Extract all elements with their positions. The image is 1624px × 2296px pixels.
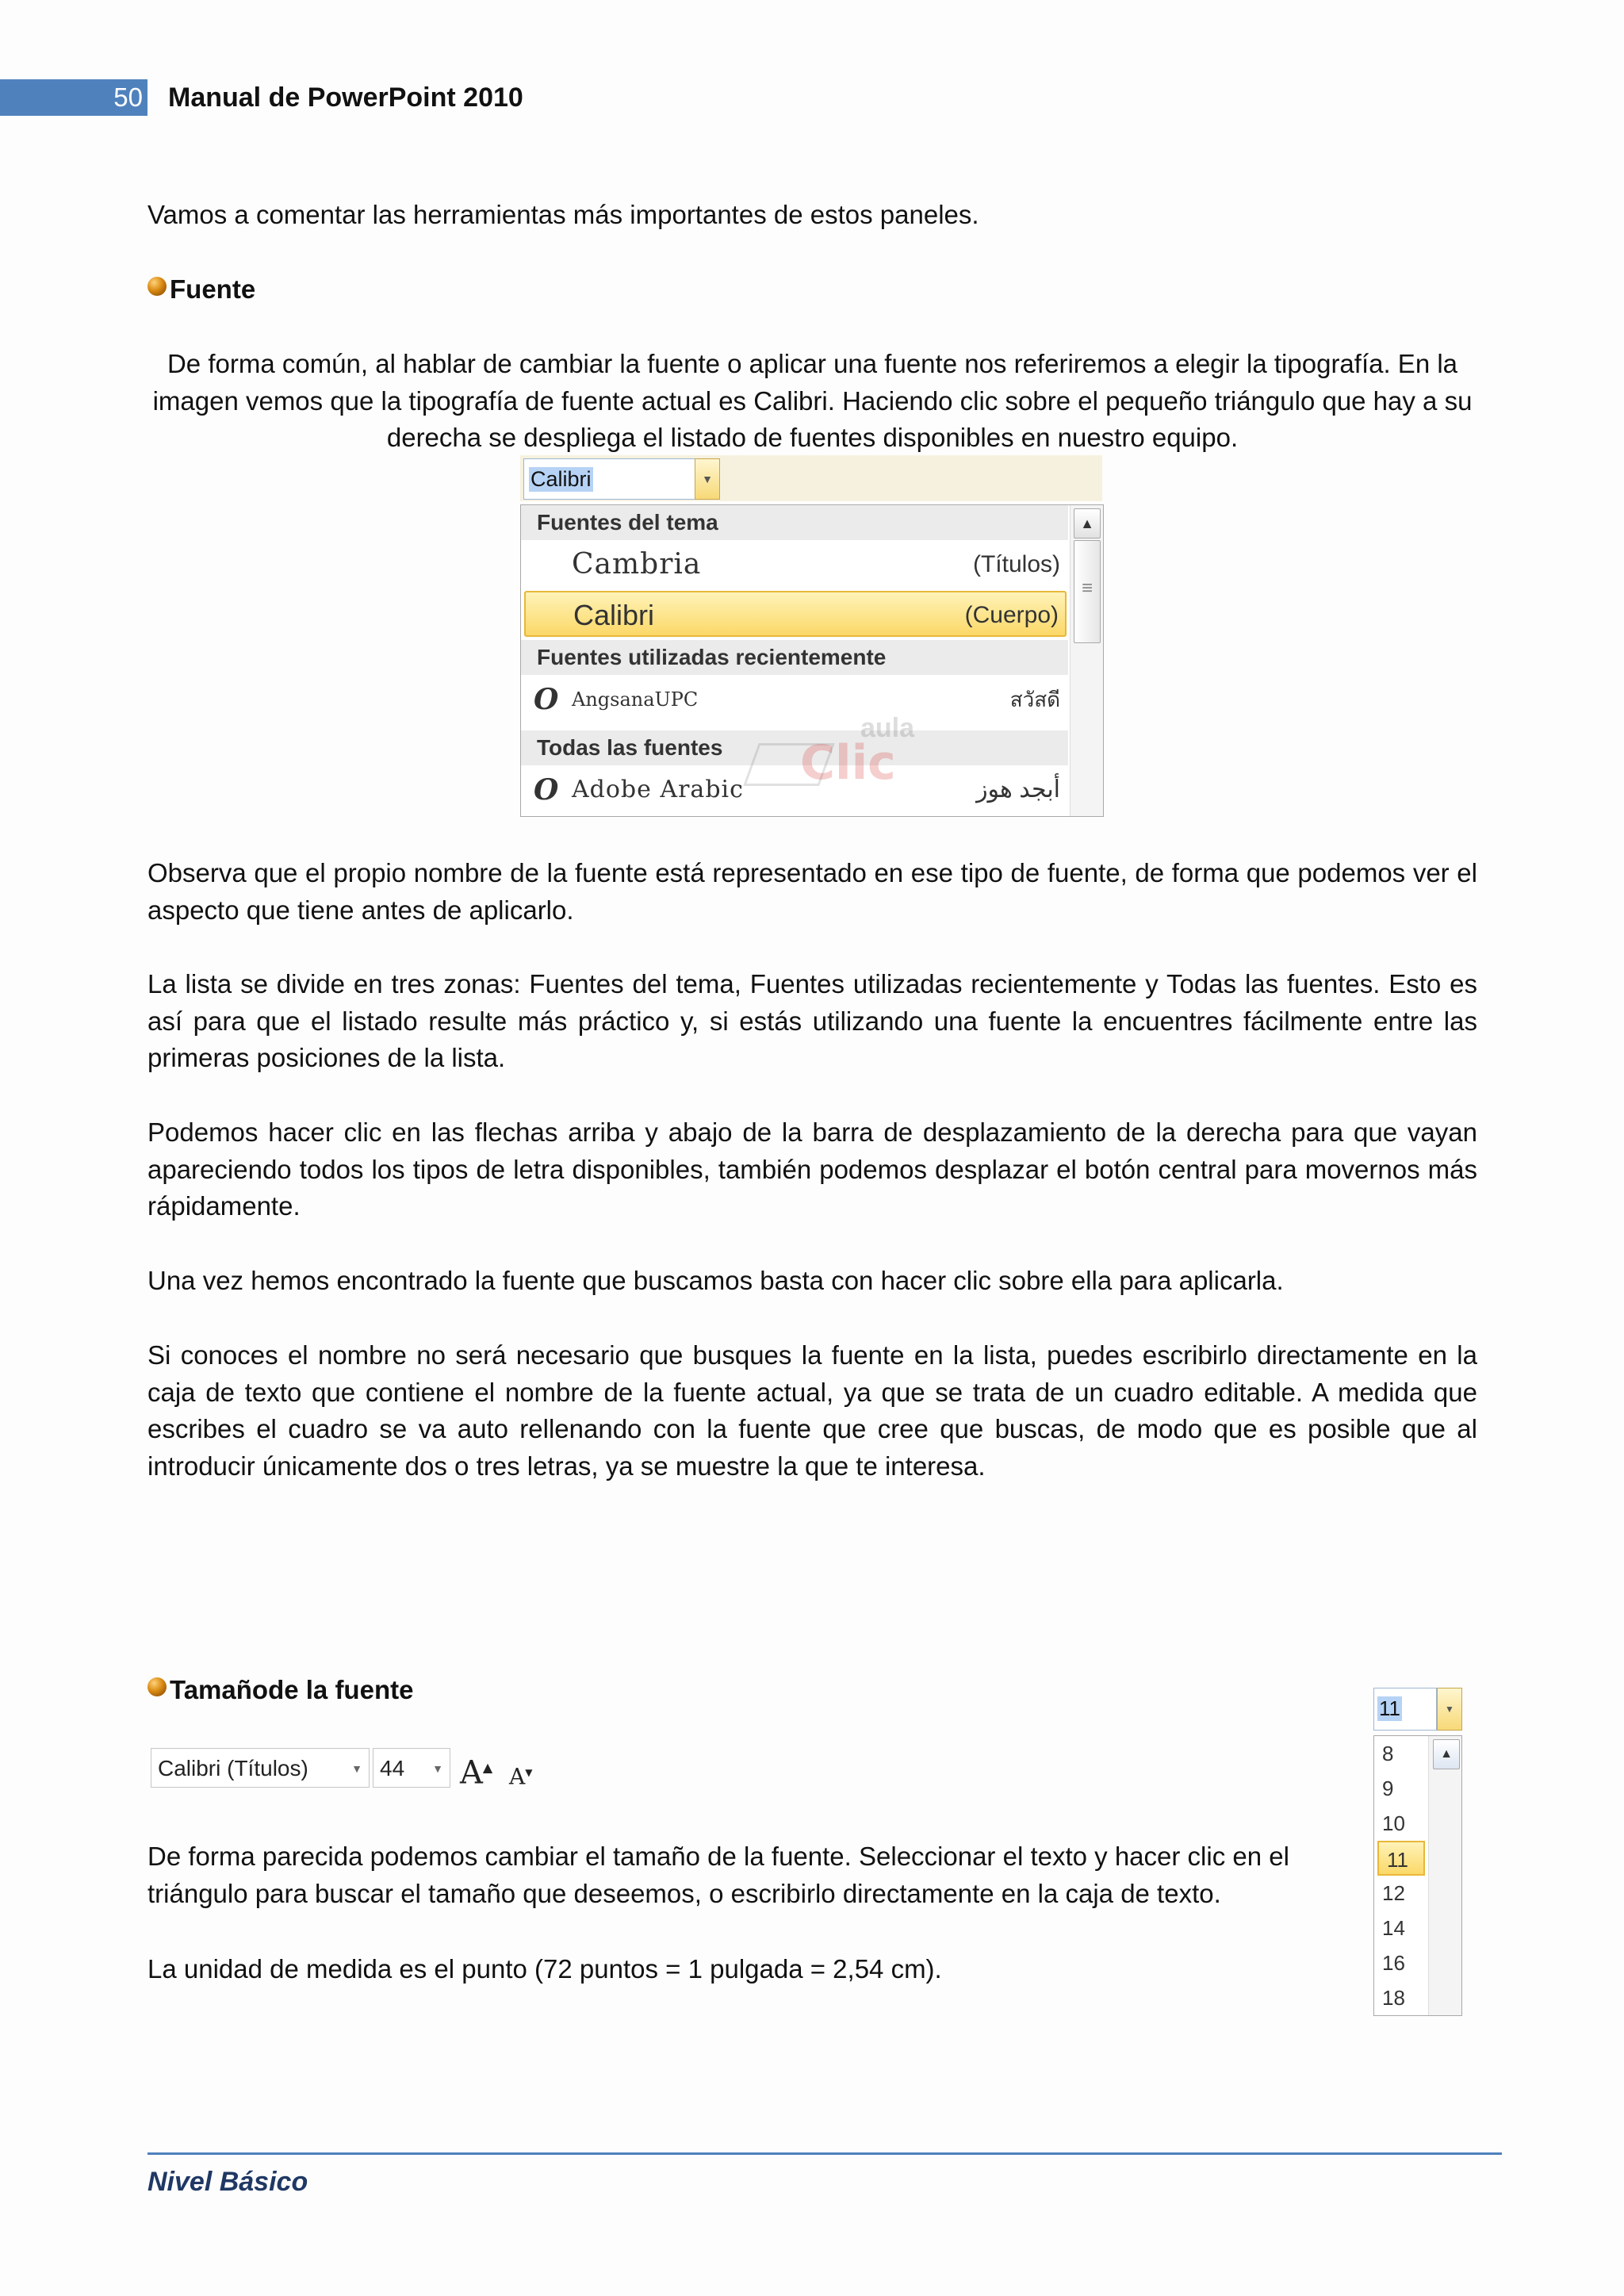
font-family-value: Calibri (Títulos) (158, 1756, 308, 1780)
scroll-up-arrow-icon[interactable]: ▲ (1433, 1739, 1460, 1769)
footer-divider (147, 2152, 1502, 2155)
font-size-select[interactable] (373, 1748, 450, 1788)
page-number: 50 (113, 82, 143, 112)
font-item-sample: أبجد هوز (976, 776, 1060, 803)
size-item[interactable]: 8 (1382, 1742, 1394, 1765)
group-all-header: Todas las fuentes (521, 730, 1068, 765)
size-item[interactable]: 9 (1382, 1777, 1394, 1800)
grow-font-icon: A (460, 1754, 483, 1792)
font-family-select[interactable] (151, 1748, 370, 1788)
font-size-value: 44 (380, 1756, 405, 1780)
section-heading-size (147, 1672, 413, 1708)
size-input[interactable] (1373, 1688, 1437, 1731)
heading-text: Tamañode la fuente (170, 1675, 414, 1704)
size-item-selected[interactable]: 11 (1377, 1841, 1425, 1876)
shrink-font-button[interactable]: A▼ (509, 1763, 533, 1790)
page-title: Manual de PowerPoint 2010 (168, 82, 523, 113)
font-item-name: Adobe Arabic (572, 776, 744, 803)
size-item[interactable]: 14 (1382, 1916, 1405, 1940)
bullet-icon (147, 1677, 167, 1696)
watermark-clic: Clic (800, 735, 896, 791)
grow-font-button[interactable]: A▲ (460, 1754, 493, 1792)
font-item-hint: (Cuerpo) (964, 602, 1059, 628)
font-paragraph-4: Podemos hacer clic en las flechas arriba y abajo de la barra de desplazamiento de la derecha para que vayan apareciendo todos los tipos de letra disponibles, también podemos desplazar el botón central para movernos más rápidamente. (147, 1117, 1477, 1221)
chevron-down-icon: ▼ (351, 1762, 362, 1775)
font-paragraph-1: De forma común, al hablar de cambiar la fuente o aplicar una fuente nos referiremos a elegir la tipografía. En la imagen vemos que la tipografía de fuente actual es Calibri. Haciendo clic sobre el pequeño triángulo que hay a su derecha se despliega el listado de fuentes disponibles en nuestro equipo. (152, 349, 1473, 452)
size-item[interactable]: 12 (1382, 1881, 1405, 1905)
intro-paragraph: Vamos a comentar las herramientas más importantes de estos paneles. (147, 200, 979, 229)
font-paragraph-6: Si conoces el nombre no será necesario que busques la fuente en la lista, puedes escribirlo directamente en la caja de texto que contiene el nombre de la fuente actual, ya que se trata de un cuadro editable. A medida que escribes el cuadro se va auto rellenando con la fuente que cree que buscas, de modo que es posible que al introducir únicamente dos o tres letras, ya se muestre la que te interesa. (147, 1340, 1477, 1481)
scroll-up-arrow-icon[interactable]: ▲ (1074, 508, 1101, 539)
font-item-name: Cambria (572, 548, 702, 581)
font-item-cambria[interactable] (521, 542, 1068, 588)
size-item[interactable]: 10 (1382, 1811, 1405, 1835)
font-name-value: Calibri (530, 467, 592, 491)
font-name-input[interactable] (523, 458, 696, 500)
heading-text: Fuente (170, 274, 256, 304)
size-item[interactable]: 18 (1382, 1986, 1405, 2010)
font-item-name: Calibri (573, 599, 655, 631)
size-input-value: 11 (1379, 1696, 1400, 1720)
font-dropdown-figure (520, 455, 1102, 815)
size-paragraph-1: De forma parecida podemos cambiar el tamaño de la fuente. Seleccionar el texto y hacer clic en el triángulo para buscar el tamaño que deseemos, o escribirlo directamente en la caja de texto. (147, 1842, 1289, 1908)
section-heading-font (147, 271, 255, 308)
font-item-calibri[interactable] (524, 591, 1067, 637)
font-list (520, 504, 1104, 817)
footer-level: Nivel Básico (147, 2167, 308, 2197)
group-theme-header: Fuentes del tema (521, 505, 1068, 540)
scroll-thumb[interactable]: ≡ (1074, 540, 1101, 643)
size-paragraph-2: La unidad de medida es el punto (72 puntos = 1 pulgada = 2,54 cm). (147, 1954, 942, 1984)
font-combo (520, 455, 1102, 501)
font-paragraph-3: La lista se divide en tres zonas: Fuentes del tema, Fuentes utilizadas recientemente y Todas las fuentes. Esto es así para que el listado resulte más práctico y, si estás utilizando una fuente la encuentres fácilmente entre las primeras posiciones de la lista. (147, 969, 1477, 1072)
chevron-down-icon: ▼ (432, 1762, 443, 1775)
bullet-icon (147, 277, 167, 296)
font-item-angsanaupc[interactable] (521, 677, 1068, 723)
shrink-font-icon: A (509, 1763, 526, 1790)
font-item-sample: สวัสดี (1009, 688, 1060, 711)
font-dropdown-button[interactable]: ▼ (695, 458, 720, 500)
opentype-font-icon: O (534, 773, 559, 807)
size-item[interactable]: 16 (1382, 1951, 1405, 1975)
watermark-aula: aula (860, 713, 915, 743)
size-dropdown-button[interactable]: ▼ (1437, 1688, 1462, 1731)
opentype-font-icon: O (534, 683, 559, 716)
font-paragraph-2: Observa que el propio nombre de la fuente está representado en ese tipo de fuente, de forma que podemos ver el aspecto que tiene antes de aplicarlo. (147, 858, 1477, 925)
font-item-hint: (Títulos) (972, 551, 1060, 577)
font-list-scrollbar[interactable] (1070, 505, 1104, 816)
font-item-name: AngsanaUPC (572, 688, 699, 711)
font-paragraph-5: Una vez hemos encontrado la fuente que buscamos basta con hacer clic sobre ella para aplicarla. (147, 1266, 1284, 1295)
group-recent-header: Fuentes utilizadas recientemente (521, 640, 1068, 675)
